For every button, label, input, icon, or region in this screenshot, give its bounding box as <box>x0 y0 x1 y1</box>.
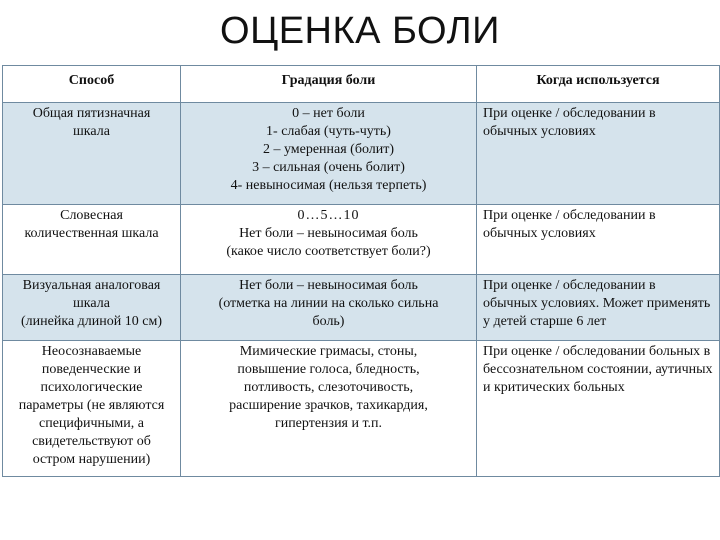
method-text: количественная шкала <box>24 226 159 241</box>
grade-text: 0…5…10 <box>297 208 360 223</box>
method-text: свидетельствуют об <box>32 434 151 449</box>
method-text: параметры (не являются <box>18 398 165 413</box>
grade-text: 4- невыносимая (нельзя терпеть) <box>230 178 427 193</box>
column-header-grade: Градация боли <box>181 66 477 103</box>
grade-text: 2 – умеренная (болит) <box>262 142 395 157</box>
grade-text: 1- слабая (чуть-чуть) <box>266 124 391 139</box>
grade-text: Нет боли – невыносимая боль <box>239 278 418 293</box>
method-text: Общая пятизначная <box>32 106 151 121</box>
when-cell: При оценке / обследовании в обычных условиях <box>477 205 720 275</box>
method-text: специфичными, а <box>39 416 144 431</box>
method-text: психологические <box>40 380 143 395</box>
method-text: Визуальная аналоговая <box>22 278 161 293</box>
method-text: Словесная <box>60 208 123 223</box>
grade-text: повышение голоса, бледность, <box>237 362 420 377</box>
column-header-method: Способ <box>3 66 181 103</box>
method-cell <box>3 205 181 275</box>
page-title: ОЦЕНКА БОЛИ <box>220 10 500 52</box>
pain-assessment-table <box>2 65 720 477</box>
grade-text: (какое число соответствует боли?) <box>226 244 431 259</box>
grade-text: Мимические гримасы, стоны, <box>239 344 418 359</box>
grade-text: 0 – нет боли <box>292 106 365 121</box>
grade-text: гипертензия и т.п. <box>274 416 383 431</box>
method-text: остром нарушении) <box>32 452 151 467</box>
method-text: Неосознаваемые <box>41 344 142 359</box>
column-header-when: Когда используется <box>477 66 720 103</box>
grade-cell <box>181 103 477 205</box>
method-cell <box>3 341 181 477</box>
grade-text: боль) <box>312 314 345 329</box>
table-row <box>3 275 720 341</box>
grade-cell <box>181 205 477 275</box>
grade-text: (отметка на линии на сколько сильна <box>218 296 439 311</box>
grade-cell <box>181 275 477 341</box>
method-text: шкала <box>73 296 110 311</box>
table-row <box>3 205 720 275</box>
method-text: поведенческие и <box>41 362 142 377</box>
when-cell: При оценке / обследовании больных в бессознательном состоянии, аутичных и критических больных <box>477 341 720 477</box>
method-cell <box>3 103 181 205</box>
grade-text: 3 – сильная (очень болит) <box>252 160 405 175</box>
method-text: (линейка длиной 10 см) <box>21 314 162 329</box>
method-text: шкала <box>73 124 110 139</box>
when-cell: При оценке / обследовании в обычных условиях. Может применять у детей старше 6 лет <box>477 275 720 341</box>
grade-text: расширение зрачков, тахикардия, <box>229 398 428 413</box>
grade-text: потливость, слезоточивость, <box>243 380 414 395</box>
grade-text: Нет боли – невыносимая боль <box>239 226 418 241</box>
grade-cell <box>181 341 477 477</box>
method-cell <box>3 275 181 341</box>
when-cell: При оценке / обследовании в обычных условиях <box>477 103 720 205</box>
table-header-row <box>3 66 720 103</box>
table-row <box>3 103 720 205</box>
table-row <box>3 341 720 477</box>
